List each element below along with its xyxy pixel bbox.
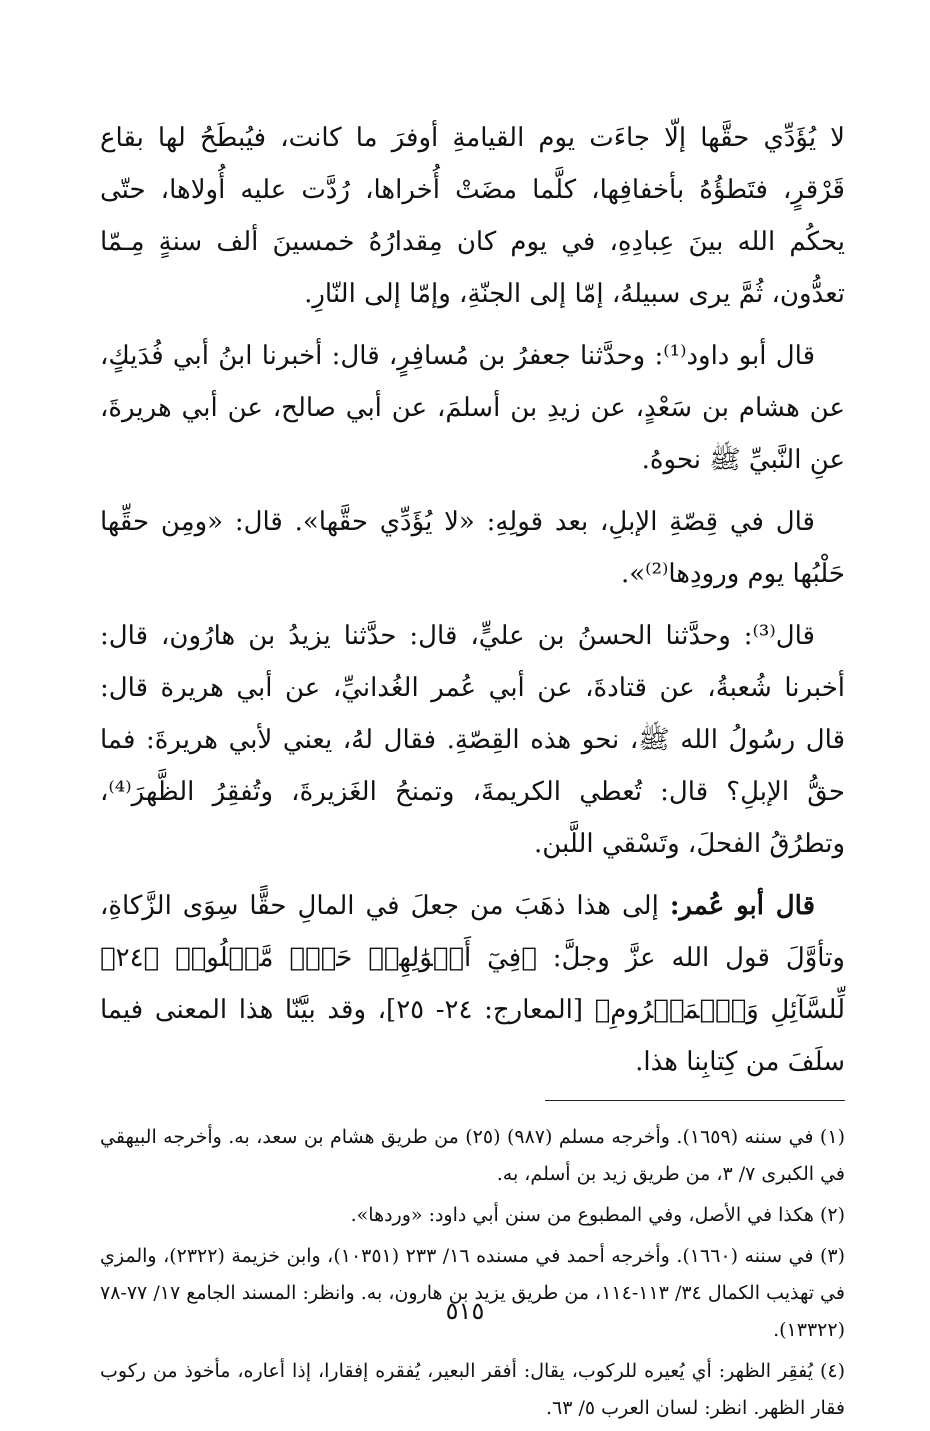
main-text (100, 112, 845, 1088)
paragraph-4: قال⁽³⁾: وحدَّثنا الحسنُ بن عليٍّ، قال: حدَّثنا يزيدُ بن هارُون، قال: أخبرنا شُعبةُ، عن قتادةَ، عن أبي عُمر الغُدانيِّ، عن أبي هريرة قال: قال رسُولُ الله ﷺ، نحو هذه القِصّةِ. فقال لهُ، يعني لأبي هريرةَ: فما حقُّ الإبلِ؟ قال: تُعطي الكريمةَ، وتمنحُ الغَزيرةَ، وتُفقِرُ الظَّهرَ⁽⁴⁾، وتطرُقُ الفحلَ، وتَسْقي اللَّبن. (100, 621, 845, 859)
paragraph-5-text: إلى هذا ذهَبَ من جعلَ في المالِ حقًّا سِوَى الزَّكاةِ، وتأوَّلَ قول الله عزَّ وجلَّ: ﴿فِيٓ أَمۡوَٰلِهِمۡ حَقّٞ مَّعۡلُومٞ ﴿٢٤﴾ لِّلسَّآئِلِ وَٱلۡمَحۡرُومِ﴾ [المعارج: ٢٤- ٢٥]، وقد بيَّنّا هذا المعنى فيما سلَفَ من كِتابِنا هذا. (100, 891, 846, 1077)
paragraph-1: لا يُؤَدِّي حقَّها إلّا جاءَت يوم القيامةِ أوفرَ ما كانت، فيُبطَحُ لها بقاع قَرْقرٍ، فتَطؤُهُ بأخفافِها، كلَّما مضَتْ أُخراها، رُدَّت عليه أُولاها، حتّى يحكُم الله بينَ عِبادِهِ، في يوم كان مِقدارُهُ خمسينَ ألف سنةٍ مِـمّا تعدُّون، ثُمَّ يرى سبيلهُ، إمّا إلى الجنّةِ، وإمّا إلى النّارِ. (100, 123, 845, 309)
footnote-separator (545, 1100, 845, 1101)
footnote-1: (١) في سننه (١٦٥٩). وأخرجه مسلم (٩٨٧) (٢٥) من طريق هشام بن سعد، به. وأخرجه البيهقي في الكبرى ٧/ ٣، من طريق زيد بن أسلم، به. (100, 1126, 845, 1185)
paragraph-3: قال في قِصّةِ الإبلِ، بعد قولِهِ: «لا يُؤَدِّي حقَّها». قال: «ومِن حقِّها حَلْبُها يوم ورودِها⁽²⁾». (100, 507, 845, 589)
page-content (100, 112, 845, 1431)
paragraph-2: قال أبو داود⁽¹⁾: وحدَّثنا جعفرُ بن مُسافِرٍ، قال: أخبرنا ابنُ أبي فُدَيكٍ، عن هشام بن سَعْدٍ، عن زيدِ بن أسلمَ، عن أبي صالح، عن أبي هريرةَ، عنِ النَّبيِّ ﷺ نحوهُ. (100, 341, 845, 475)
footnote-2: (٢) هكذا في الأصل، وفي المطبوع من سنن أبي داود: «وردها». (350, 1204, 845, 1226)
page-number: ٥١٥ (445, 1297, 485, 1325)
footnote-4: (٤) يُفقِر الظهر: أي يُعيره للركوب، يقال: أفقر البعير، يُفقره إفقارا، إذا أعاره، مأخوذ من ركوب فقار الظهر. انظر: لسان العرب ٥/ ٦٣. (100, 1360, 845, 1419)
paragraph-5 (100, 880, 845, 1088)
footnotes (100, 1119, 845, 1427)
paragraph-5-lead: قال أبو عُمر: (669, 891, 815, 921)
footnote-3: (٣) في سننه (١٦٦٠). وأخرجه أحمد في مسنده ١٦/ ٢٣٣ (١٠٣٥١)، وابن خزيمة (٢٣٢٢)، والمزي في تهذيب الكمال ٣٤/ ١١٣-١١٤، من طريق يزيد بن هارون، به. وانظر: المسند الجامع ١٧/ ٧٧-٧٨ (١٣٣٢٢). (100, 1245, 846, 1341)
